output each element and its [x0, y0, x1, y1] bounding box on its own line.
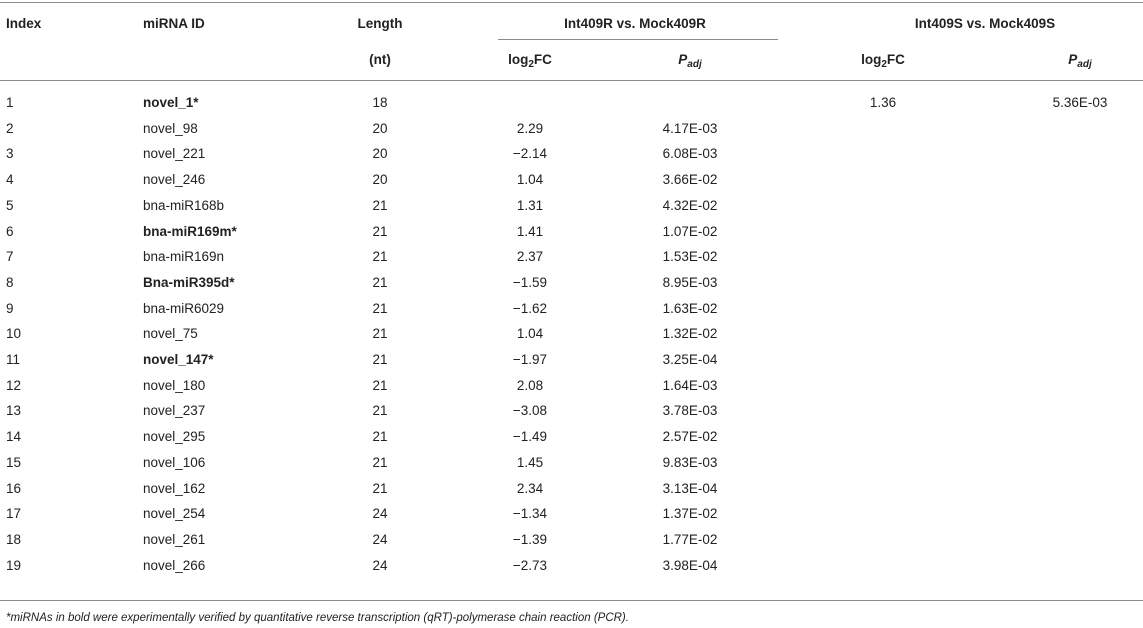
cell-mirna-id: novel_75 — [143, 326, 198, 341]
cell-length: 20 — [372, 146, 388, 161]
cell-index: 13 — [6, 403, 22, 418]
cell-padj-group1: 2.57E-02 — [662, 429, 718, 444]
cell-padj-group1: 3.66E-02 — [662, 172, 718, 187]
cell-mirna-id: novel_254 — [143, 506, 206, 521]
cell-log2fc-group2: 1.36 — [869, 95, 897, 110]
cell-length: 21 — [372, 301, 388, 316]
cell-mirna-id: novel_147* — [143, 352, 214, 367]
cell-padj-group1: 1.07E-02 — [662, 224, 718, 239]
cell-length: 21 — [372, 429, 388, 444]
cell-log2fc-group1: −1.39 — [512, 532, 548, 547]
cell-log2fc-group1: 2.34 — [516, 481, 544, 496]
log2fc-prefix: log — [508, 52, 529, 67]
table-top-rule — [0, 2, 1143, 3]
cell-mirna-id: novel_246 — [143, 172, 206, 187]
cell-padj-group1: 3.78E-03 — [662, 403, 718, 418]
cell-index: 10 — [6, 326, 22, 341]
cell-length: 21 — [372, 481, 388, 496]
table-footnote: *miRNAs in bold were experimentally verified by quantitative reverse transcription (qRT)-polymerase chain reaction (PCR). — [6, 612, 629, 624]
cell-length: 24 — [372, 506, 388, 521]
cell-log2fc-group1: 1.41 — [516, 224, 544, 239]
log2fc-suffix: FC — [533, 52, 552, 67]
cell-mirna-id: novel_162 — [143, 481, 206, 496]
cell-mirna-id: novel_180 — [143, 378, 206, 393]
cell-log2fc-group1: −1.49 — [512, 429, 548, 444]
cell-index: 12 — [6, 378, 22, 393]
cell-index: 5 — [6, 198, 14, 213]
cell-mirna-id: bna-miR169n — [143, 249, 225, 264]
cell-log2fc-group1: −2.14 — [512, 146, 548, 161]
cell-length: 21 — [372, 198, 388, 213]
header-mirna-id: miRNA ID — [143, 16, 205, 31]
header-length-unit: (nt) — [369, 52, 391, 67]
cell-length: 21 — [372, 326, 388, 341]
cell-length: 24 — [372, 558, 388, 573]
cell-index: 1 — [6, 95, 14, 110]
cell-padj-group1: 4.17E-03 — [662, 121, 718, 136]
cell-index: 19 — [6, 558, 22, 573]
cell-mirna-id: bna-miR169m* — [143, 224, 237, 239]
cell-padj-group1: 3.25E-04 — [662, 352, 718, 367]
group1-underline — [498, 39, 778, 40]
cell-index: 9 — [6, 301, 14, 316]
cell-mirna-id: bna-miR6029 — [143, 301, 225, 316]
header-group-int409s: Int409S vs. Mock409S — [914, 16, 1056, 31]
log2fc-prefix: log — [861, 52, 882, 67]
cell-mirna-id: bna-miR168b — [143, 198, 225, 213]
cell-index: 4 — [6, 172, 14, 187]
cell-log2fc-group1: 2.37 — [516, 249, 544, 264]
padj-subscript: adj — [687, 59, 702, 70]
cell-index: 18 — [6, 532, 22, 547]
header-group-int409r: Int409R vs. Mock409R — [564, 16, 706, 31]
cell-length: 20 — [372, 172, 388, 187]
cell-length: 20 — [372, 121, 388, 136]
cell-padj-group1: 3.13E-04 — [662, 481, 718, 496]
log2fc-subscript: 2 — [881, 59, 887, 70]
cell-log2fc-group1: 1.04 — [516, 326, 544, 341]
cell-length: 24 — [372, 532, 388, 547]
cell-padj-group1: 3.98E-04 — [662, 558, 718, 573]
cell-index: 7 — [6, 249, 14, 264]
cell-mirna-id: novel_106 — [143, 455, 206, 470]
cell-log2fc-group1: 2.29 — [516, 121, 544, 136]
cell-log2fc-group1: −2.73 — [512, 558, 548, 573]
cell-index: 17 — [6, 506, 22, 521]
cell-length: 18 — [372, 95, 388, 110]
cell-padj-group1: 8.95E-03 — [662, 275, 718, 290]
cell-length: 21 — [372, 378, 388, 393]
cell-padj-group1: 1.64E-03 — [662, 378, 718, 393]
cell-index: 2 — [6, 121, 14, 136]
header-length: Length — [357, 16, 403, 31]
header-log2fc-group2 — [833, 52, 933, 68]
table-bottom-rule — [0, 600, 1143, 601]
log2fc-subscript: 2 — [528, 59, 534, 70]
cell-length: 21 — [372, 455, 388, 470]
cell-mirna-id: novel_237 — [143, 403, 206, 418]
cell-mirna-id: novel_1* — [143, 95, 199, 110]
cell-log2fc-group1: −1.62 — [512, 301, 548, 316]
cell-mirna-id: novel_98 — [143, 121, 198, 136]
header-bottom-rule — [0, 80, 1143, 81]
cell-mirna-id: novel_295 — [143, 429, 206, 444]
cell-padj-group1: 1.32E-02 — [662, 326, 718, 341]
cell-padj-group1: 4.32E-02 — [662, 198, 718, 213]
cell-mirna-id: novel_261 — [143, 532, 206, 547]
cell-length: 21 — [372, 275, 388, 290]
cell-padj-group2: 5.36E-03 — [1052, 95, 1108, 110]
padj-main: P — [678, 52, 688, 67]
header-log2fc-group1 — [480, 52, 580, 68]
cell-index: 15 — [6, 455, 22, 470]
cell-index: 14 — [6, 429, 22, 444]
cell-length: 21 — [372, 249, 388, 264]
padj-subscript: adj — [1077, 59, 1092, 70]
cell-index: 8 — [6, 275, 14, 290]
cell-log2fc-group1: −1.34 — [512, 506, 548, 521]
padj-main: P — [1068, 52, 1078, 67]
cell-mirna-id: novel_266 — [143, 558, 206, 573]
cell-index: 16 — [6, 481, 22, 496]
cell-log2fc-group1: −3.08 — [512, 403, 548, 418]
header-padj-group1 — [640, 52, 740, 68]
cell-log2fc-group1: 1.45 — [516, 455, 544, 470]
cell-padj-group1: 6.08E-03 — [662, 146, 718, 161]
cell-index: 3 — [6, 146, 14, 161]
cell-log2fc-group1: −1.59 — [512, 275, 548, 290]
header-padj-group2 — [1030, 52, 1130, 68]
cell-padj-group1: 1.77E-02 — [662, 532, 718, 547]
cell-length: 21 — [372, 403, 388, 418]
cell-padj-group1: 9.83E-03 — [662, 455, 718, 470]
cell-length: 21 — [372, 352, 388, 367]
cell-log2fc-group1: 1.04 — [516, 172, 544, 187]
cell-index: 6 — [6, 224, 14, 239]
cell-padj-group1: 1.63E-02 — [662, 301, 718, 316]
cell-index: 11 — [6, 352, 21, 367]
header-index: Index — [6, 16, 42, 31]
cell-padj-group1: 1.37E-02 — [662, 506, 718, 521]
cell-log2fc-group1: 2.08 — [516, 378, 544, 393]
cell-length: 21 — [372, 224, 388, 239]
cell-mirna-id: novel_221 — [143, 146, 206, 161]
log2fc-suffix: FC — [886, 52, 905, 67]
cell-mirna-id: Bna-miR395d* — [143, 275, 235, 290]
cell-log2fc-group1: 1.31 — [516, 198, 544, 213]
cell-padj-group1: 1.53E-02 — [662, 249, 718, 264]
cell-log2fc-group1: −1.97 — [512, 352, 548, 367]
